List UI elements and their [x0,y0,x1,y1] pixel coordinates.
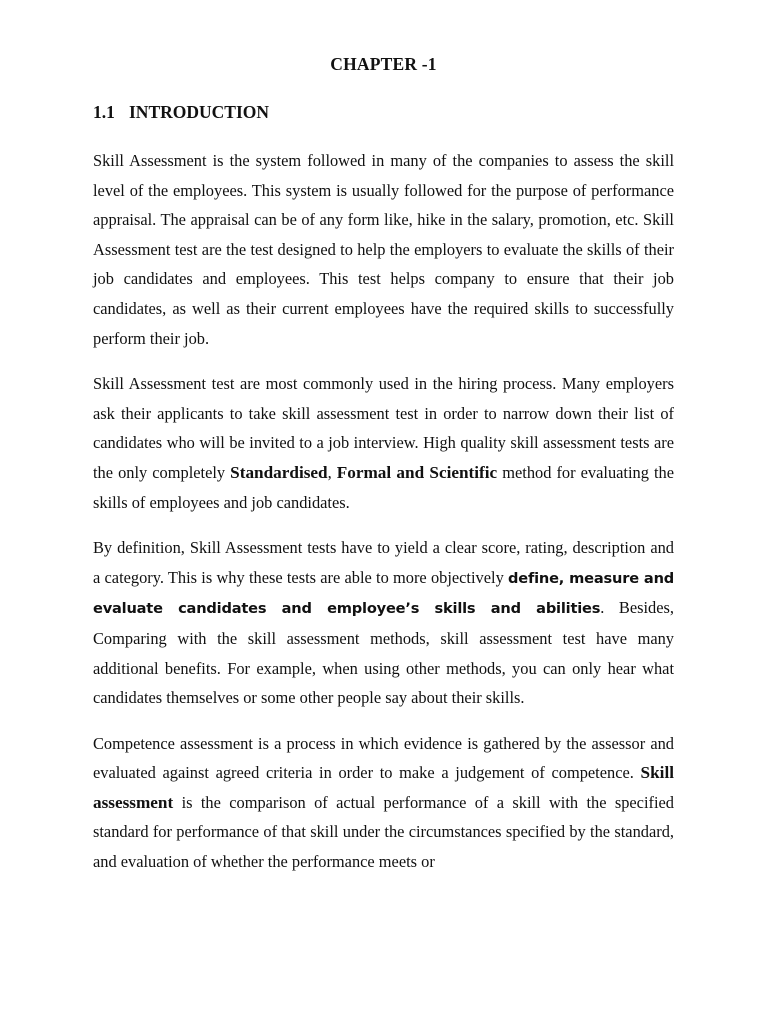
paragraph-4-text-c: is the comparison of actual performance of a skill with the specified standard for performance of that skill under the circumstances specified by the standard, and evaluation of whether the performance meets or [93,792,674,872]
paragraph-3 [93,533,674,713]
emphasis-define-measure-evaluate: define, measure and evaluate candidates and employee’s skills and abilities [93,569,674,618]
paragraph-2-text-c: method for evaluating the skills of employees and job candidates. [93,462,674,512]
section-title: INTRODUCTION [129,102,270,122]
paragraph-3-text-a: By definition, Skill Assessment tests have to yield a clear score, rating, description and a category. This is why these tests are able to more objectively [93,538,674,587]
paragraph-3-text-c: . Besides, Comparing with the skill assessment methods, skill assessment test have many additional benefits. For example, when using other methods, you can only hear what candidates themselves or some other people say about their skills. [93,598,674,708]
paragraph-2-separator: , [327,462,337,482]
paragraph-4 [93,729,674,877]
paragraph-2-text-a: Skill Assessment test are most commonly used in the hiring process. Many employers ask their applicants to take skill assessment test in order to narrow down their list of candidates who will be invited to a job interview. High quality skill assessment tests are the only completely [93,374,674,482]
section-number: 1.1 [93,102,115,122]
section-heading [93,101,674,123]
chapter-title: CHAPTER -1 [330,54,437,74]
emphasis-formal-scientific: Formal and Scientific [336,462,498,482]
emphasis-standardised: Standardised [230,462,328,482]
emphasis-skill-assessment: Skill assessment [93,763,674,812]
paragraph-4-text-a: Competence assessment is a process in which evidence is gathered by the assessor and evaluated against agreed criteria in order to make a judgement of competence. [93,733,674,783]
paragraph-2 [93,369,674,517]
paragraph-1: Skill Assessment is the system followed in many of the companies to assess the skill level of the employees. This system is usually followed for the purpose of performance appraisal. The appraisal can be of any form like, hike in the salary, promotion, etc. Skill Assessment test are the test designed to help the employers to evaluate the skills of their job candidates and employees. This test helps company to ensure that their job candidates, as well as their current employees have the required skills to successfully perform their job. [93,151,674,348]
